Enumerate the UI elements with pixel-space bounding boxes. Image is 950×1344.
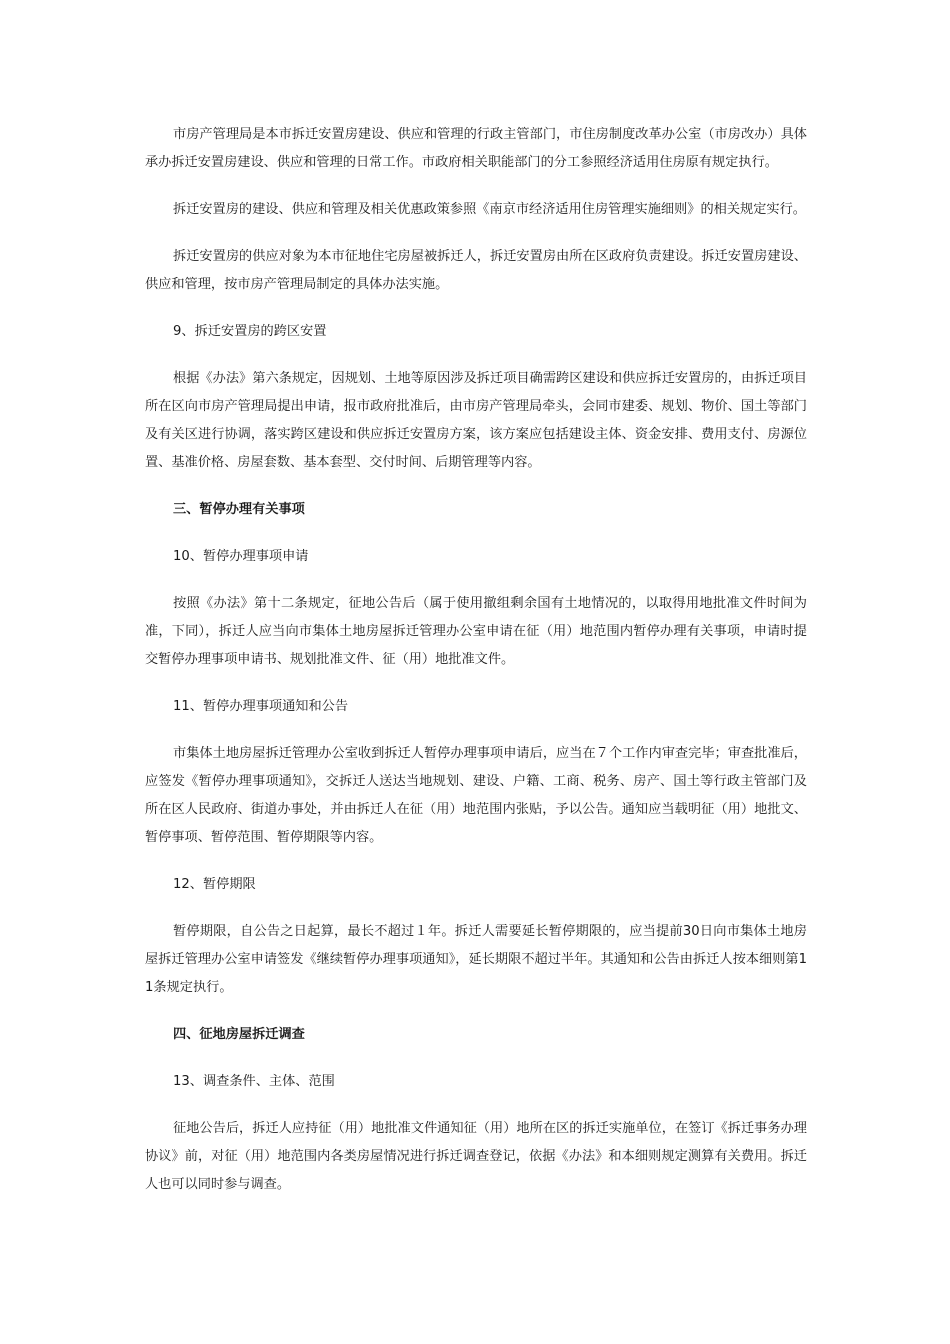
subsection-heading: 11、暂停办理事项通知和公告 [173,699,349,714]
section-heading: 三、暂停办理有关事项 [173,502,305,517]
paragraph: 拆迁安置房的建设、供应和管理及相关优惠政策参照《南京市经济适用住房管理实施细则》的相关规定实行。 [173,202,806,217]
subsection-heading: 13、调查条件、主体、范围 [173,1074,335,1089]
document-page [145,121,807,1218]
paragraph: 市房产管理局是本市拆迁安置房建设、供应和管理的行政主管部门，市住房制度改革办公室（市房改办）具体承办拆迁安置房建设、供应和管理的日常工作。市政府相关职能部门的分工参照经济适用住房原有规定执行。 [145,127,807,170]
paragraph: 征地公告后，拆迁人应持征（用）地批准文件通知征（用）地所在区的拆迁实施单位，在签订《拆迁事务办理协议》前，对征（用）地范围内各类房屋情况进行拆迁调查登记，依据《办法》和本细则规定测算有关费用。拆迁人也可以同时参与调查。 [145,1121,807,1192]
paragraph: 拆迁安置房的供应对象为本市征地住宅房屋被拆迁人，拆迁安置房由所在区政府负责建设。拆迁安置房建设、供应和管理，按市房产管理局制定的具体办法实施。 [145,249,807,292]
subsection-heading: 9、拆迁安置房的跨区安置 [173,324,327,339]
paragraph: 市集体土地房屋拆迁管理办公室收到拆迁人暂停办理事项申请后，应当在７个工作内审查完毕；审查批准后，应签发《暂停办理事项通知》，交拆迁人送达当地规划、建设、户籍、工商、税务、房产、国土等行政主管部门及所在区人民政府、街道办事处，并由拆迁人在征（用）地范围内张贴，予以公告。通知应当载明征（用）地批文、暂停事项、暂停范围、暂停期限等内容。 [145,746,807,845]
section-heading: 四、征地房屋拆迁调查 [173,1027,305,1042]
subsection-heading: 10、暂停办理事项申请 [173,549,309,564]
paragraph: 暂停期限，自公告之日起算，最长不超过１年。拆迁人需要延长暂停期限的，应当提前30日向市集体土地房屋拆迁管理办公室申请签发《继续暂停办理事项通知》，延长期限不超过半年。其通知和公告由拆迁人按本细则第11条规定执行。 [145,924,807,995]
subsection-heading: 12、暂停期限 [173,877,256,892]
paragraph: 按照《办法》第十二条规定，征地公告后（属于使用撤组剩余国有土地情况的，以取得用地批准文件时间为准，下同），拆迁人应当向市集体土地房屋拆迁管理办公室申请在征（用）地范围内暂停办理有关事项，申请时提交暂停办理事项申请书、规划批准文件、征（用）地批准文件。 [145,596,807,667]
paragraph: 根据《办法》第六条规定，因规划、土地等原因涉及拆迁项目确需跨区建设和供应拆迁安置房的，由拆迁项目所在区向市房产管理局提出申请，报市政府批准后，由市房产管理局牵头，会同市建委、规划、物价、国土等部门及有关区进行协调，落实跨区建设和供应拆迁安置房方案，该方案应包括建设主体、资金安排、费用支付、房源位置、基准价格、房屋套数、基本套型、交付时间、后期管理等内容。 [145,371,807,470]
